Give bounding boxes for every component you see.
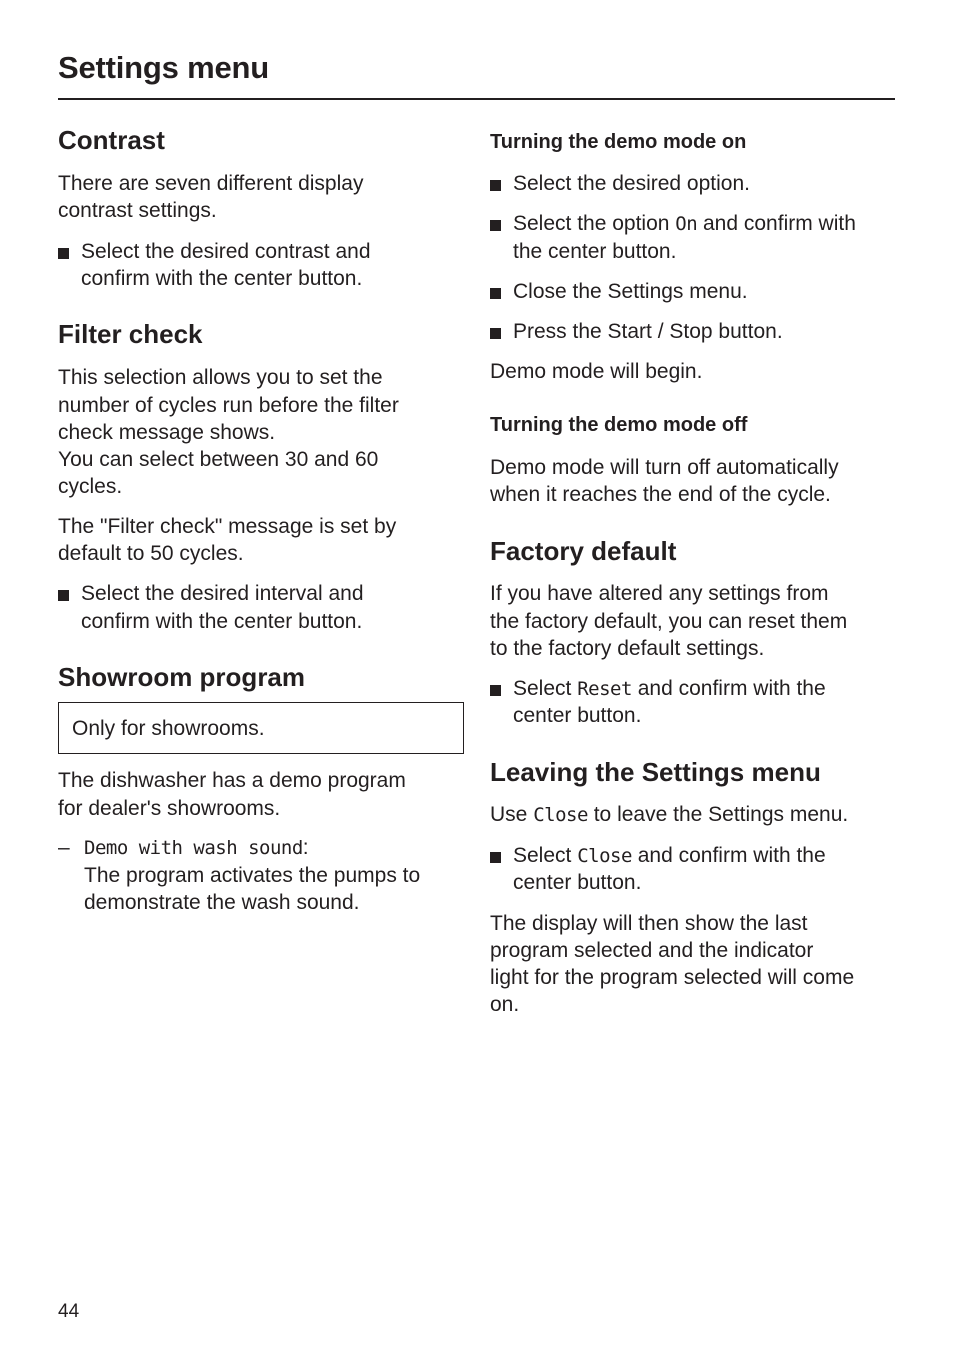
showroom-body-line: for dealer's showrooms. xyxy=(58,797,281,820)
factory-default-heading: Factory default xyxy=(490,536,677,566)
demo-on-step-text: the center button. xyxy=(513,240,677,263)
leaving-body-line: on. xyxy=(490,993,520,1016)
demo-off-body-line: Demo mode will turn off automatically xyxy=(490,456,839,479)
filter-check-default-line: default to 50 cycles. xyxy=(58,542,244,565)
bullet-square-icon xyxy=(58,248,69,259)
showroom-notice-text: Only for showrooms. xyxy=(72,717,265,740)
use-text-pre: Use xyxy=(490,803,534,826)
filter-check-instruction-line: confirm with the center button. xyxy=(81,610,363,633)
filter-check-default-line: The "Filter check" message is set by xyxy=(58,515,397,538)
bullet-square-icon xyxy=(490,328,501,339)
display-text: Close xyxy=(533,804,588,826)
bullet-square-icon xyxy=(490,220,501,231)
demo-off-heading: Turning the demo mode off xyxy=(490,414,748,436)
dash-marker: – xyxy=(58,836,70,859)
demo-on-step-text: Select the desired option. xyxy=(513,172,750,195)
bullet-square-icon xyxy=(490,288,501,299)
filter-check-body-line: number of cycles run before the filter xyxy=(58,394,399,417)
demo-off-body-line: when it reaches the end of the cycle. xyxy=(490,483,831,506)
demo-on-result: Demo mode will begin. xyxy=(490,360,703,383)
contrast-body-line: contrast settings. xyxy=(58,199,217,222)
leaving-instruction-text: center button. xyxy=(513,871,642,894)
bullet-square-icon xyxy=(490,852,501,863)
leaving-instruction-text xyxy=(513,842,826,871)
showroom-body-line: The dishwasher has a demo program xyxy=(58,769,406,792)
factory-default-body-line: If you have altered any settings from xyxy=(490,582,829,605)
page-title: Settings menu xyxy=(58,50,269,85)
factory-default-body-line: the factory default, you can reset them xyxy=(490,610,848,633)
display-text: Reset xyxy=(577,678,632,700)
filter-check-body-line: cycles. xyxy=(58,475,123,498)
showroom-heading: Showroom program xyxy=(58,662,306,692)
bullet-square-icon xyxy=(58,590,69,601)
contrast-body-line: There are seven different display xyxy=(58,172,364,195)
filter-check-body-line: check message shows. xyxy=(58,421,276,444)
filter-check-instruction-line: Select the desired interval and xyxy=(81,582,364,605)
leaving-use-line xyxy=(490,801,848,830)
demo-on-step-text xyxy=(513,210,856,239)
step-text-pre: Select xyxy=(513,677,578,700)
bullet-square-icon xyxy=(490,180,501,191)
contrast-instruction-line: confirm with the center button. xyxy=(81,267,363,290)
contrast-heading: Contrast xyxy=(58,125,165,155)
factory-default-body-line: to the factory default settings. xyxy=(490,637,765,660)
title-divider xyxy=(58,98,895,100)
option-colon: : xyxy=(302,836,309,859)
leaving-heading: Leaving the Settings menu xyxy=(490,757,821,787)
display-text: On xyxy=(675,213,698,235)
bullet-square-icon xyxy=(490,685,501,696)
step-text-pre: Select the option xyxy=(513,212,676,235)
use-text-post: to leave the Settings menu. xyxy=(587,803,849,826)
demo-on-step-text: Close the Settings menu. xyxy=(513,280,748,303)
demo-on-step-text: Press the Start / Stop button. xyxy=(513,320,783,343)
leaving-body-line: program selected and the indicator xyxy=(490,939,814,962)
display-text: Demo with wash sound xyxy=(84,837,303,859)
filter-check-body-line: You can select between 30 and 60 xyxy=(58,448,379,471)
display-text: Close xyxy=(577,845,632,867)
filter-check-body-line: This selection allows you to set the xyxy=(58,366,383,389)
step-text-pre: Select xyxy=(513,844,578,867)
leaving-body-line: The display will then show the last xyxy=(490,912,808,935)
showroom-notice-box xyxy=(58,702,464,754)
filter-check-heading: Filter check xyxy=(58,319,203,349)
page-number: 44 xyxy=(58,1301,80,1322)
showroom-option-label xyxy=(84,834,309,863)
demo-on-heading: Turning the demo mode on xyxy=(490,131,747,153)
showroom-option-desc-line: demonstrate the wash sound. xyxy=(84,891,360,914)
leaving-body-line: light for the program selected will come xyxy=(490,966,855,989)
factory-default-instruction-text xyxy=(513,675,826,704)
step-text-post: and confirm with the xyxy=(631,844,826,867)
step-text-post: and confirm with xyxy=(697,212,856,235)
showroom-option-desc-line: The program activates the pumps to xyxy=(84,864,421,887)
step-text-post: and confirm with the xyxy=(631,677,826,700)
factory-default-instruction-text: center button. xyxy=(513,704,642,727)
contrast-instruction-line: Select the desired contrast and xyxy=(81,240,371,263)
